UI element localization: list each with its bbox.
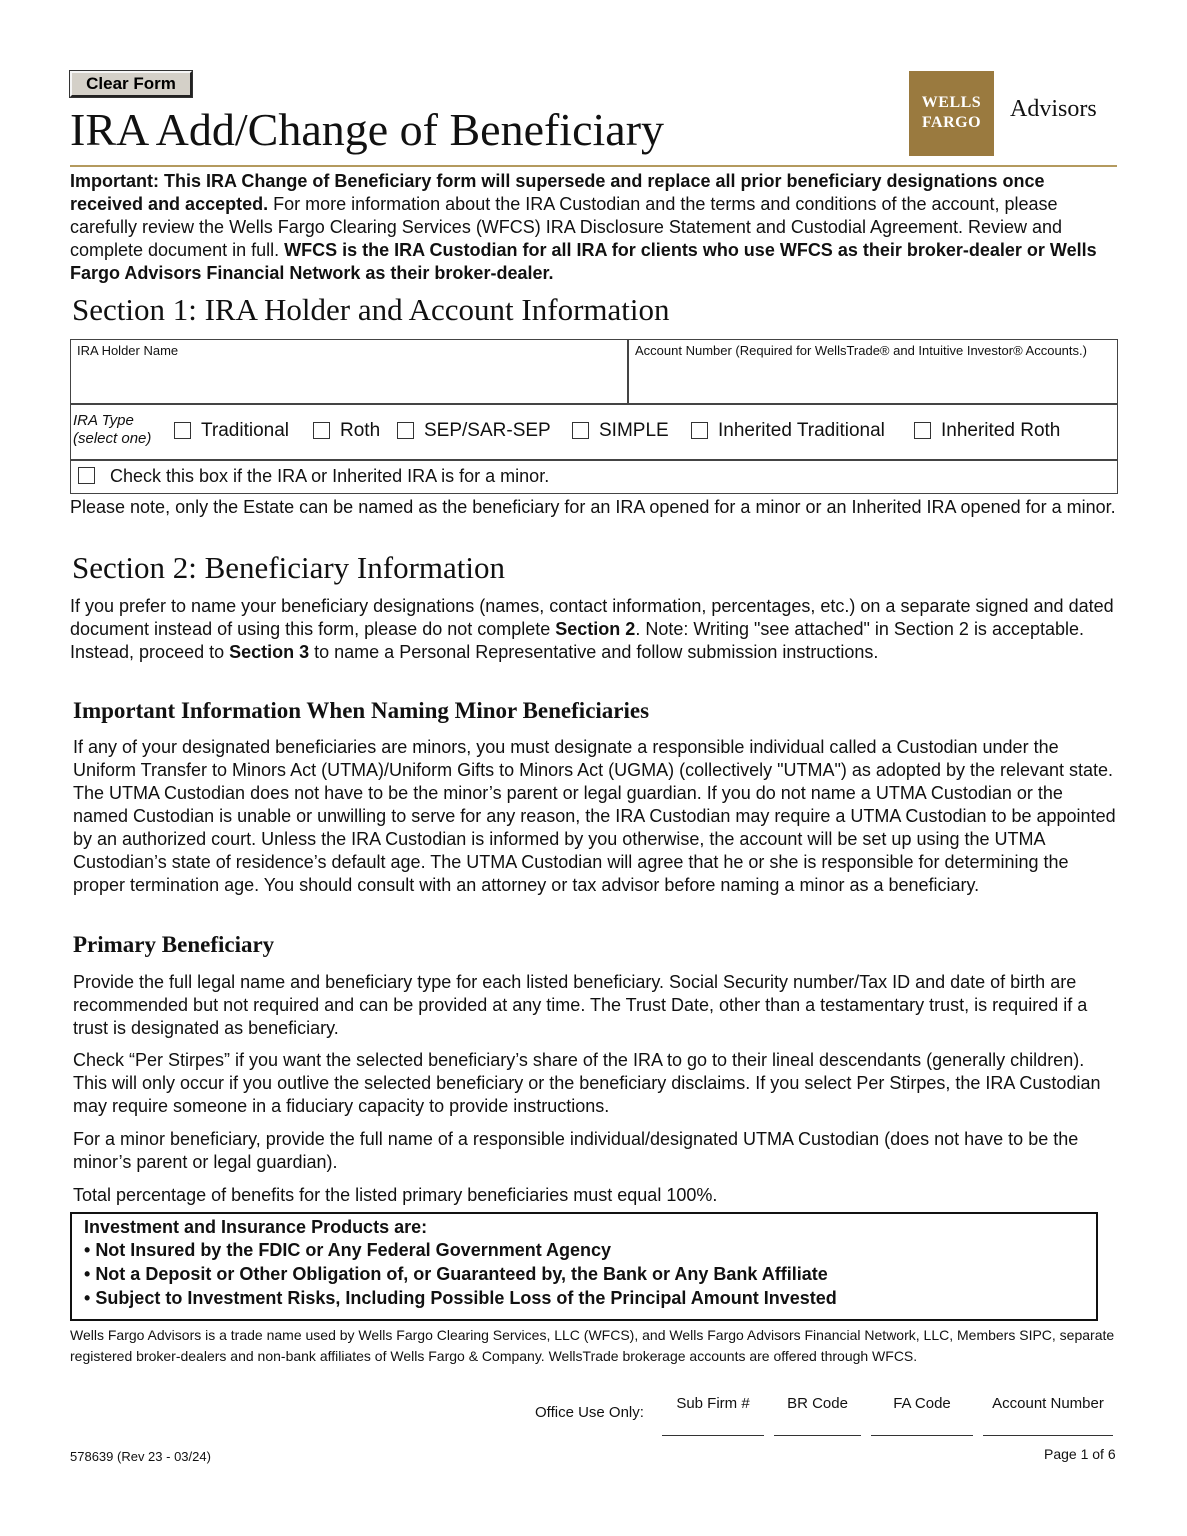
disclosure-item: • Not a Deposit or Other Obligation of, or Guaranteed by, the Bank or Any Bank Affiliate xyxy=(84,1264,828,1284)
checkbox-sep-sar-sep[interactable] xyxy=(397,422,414,439)
footer-disclosure: Wells Fargo Advisors is a trade name used by Wells Fargo Clearing Services, LLC (WFCS), and Wells Fargo Advisors Financial Network, LLC, Members SIPC, separate registered broker-dealers and non-bank affiliates of Wells Fargo & Company. WellsTrade brokerage accounts are offered through WFCS. xyxy=(70,1327,1115,1364)
primary-paragraph-4: Total percentage of benefits for the listed primary beneficiaries must equal 100%. xyxy=(73,1185,718,1205)
table-divider xyxy=(627,339,629,403)
s2-bold-section3: Section 3 xyxy=(229,642,310,662)
office-field-label: BR Code xyxy=(787,1395,848,1412)
office-account-number-field[interactable] xyxy=(983,1435,1113,1436)
wells-fargo-logo xyxy=(909,71,994,156)
intro-text-1: For more information about the IRA Custodian and the terms and conditions of the account, please carefully review the Wells Fargo Clearing Services (WFCS) IRA Disclosure Statement and Custodial Agreement. Review and complete document in full. xyxy=(70,194,1063,260)
ira-type-label-line1: IRA Type xyxy=(73,412,134,429)
office-field-label: Sub Firm # xyxy=(676,1395,750,1412)
office-fa-code-field[interactable] xyxy=(871,1435,973,1436)
checkbox-inherited-traditional[interactable] xyxy=(691,422,708,439)
disclosure-item-text: Not a Deposit or Other Obligation of, or Guaranteed by, the Bank or Any Bank Affiliate xyxy=(95,1264,828,1284)
option-traditional: Traditional xyxy=(201,420,290,441)
account-number-field[interactable] xyxy=(632,361,1114,399)
intro-bold-1: Important: This IRA Change of Beneficiary form will supersede and replace all prior beneficiary designations once received and accepted. xyxy=(70,171,1045,214)
checkbox-inherited-roth[interactable] xyxy=(914,422,931,439)
page-number: Page 1 of 6 xyxy=(1044,1446,1116,1462)
primary-paragraph-3: For a minor beneficiary, provide the full name of a responsible individual/designated UTMA Custodian (does not have to be the minor’s parent or legal guardian). xyxy=(73,1129,1079,1172)
option-roth: Roth xyxy=(340,420,381,441)
minor-beneficiaries-heading: Important Information When Naming Minor Beneficiaries xyxy=(73,698,650,723)
checkbox-roth[interactable] xyxy=(313,422,330,439)
primary-paragraph-1: Provide the full legal name and beneficiary type for each listed beneficiary. Social Security number/Tax ID and date of birth are recommended but not required and can be provided at any time. The Trust Date, other than a testamentary trust, is required if a trust is designated as beneficiary. xyxy=(73,972,1088,1038)
disclosure-item-text: Subject to Investment Risks, Including Possible Loss of the Principal Amount Invested xyxy=(95,1288,837,1308)
s2-text-a: If you prefer to name your beneficiary designations (names, contact information, percentages, etc.) on a separate signed and dated document instead of using this form, please do not complete xyxy=(70,596,1114,639)
logo-line-1: WELLS xyxy=(921,94,982,111)
office-sub-firm-field[interactable] xyxy=(662,1435,764,1436)
ira-type-label xyxy=(73,412,151,448)
s2-text-e: to name a Personal Representative and follow submission instructions. xyxy=(309,642,879,662)
logo-line-2: FARGO xyxy=(921,114,982,131)
primary-paragraph-2: Check “Per Stirpes” if you want the selected beneficiary’s share of the IRA to go to their lineal descendants (generally children). This will only occur if you outlive the selected beneficiary or the beneficiary disclaims. If you select Per Stirpes, the IRA Custodian may require someone in a fiduciary capacity to provide instructions. xyxy=(73,1050,1101,1116)
disclosure-item: • Subject to Investment Risks, Including Possible Loss of the Principal Amount Invested xyxy=(84,1288,837,1308)
clear-form-button[interactable]: Clear Form xyxy=(70,71,192,97)
office-field-label: Account Number xyxy=(992,1395,1104,1412)
section-1-heading: Section 1: IRA Holder and Account Information xyxy=(72,292,670,327)
disclosure-title: Investment and Insurance Products are: xyxy=(84,1217,428,1237)
intro-paragraph xyxy=(70,170,1120,285)
form-number: 578639 (Rev 23 - 03/24) xyxy=(70,1449,211,1464)
table-divider xyxy=(70,403,1118,405)
office-br-code-field[interactable] xyxy=(774,1435,861,1436)
header-rule xyxy=(70,165,1117,167)
option-simple: SIMPLE xyxy=(599,420,669,441)
minor-checkbox-label: Check this box if the IRA or Inherited IRA is for a minor. xyxy=(110,466,550,486)
account-number-label: Account Number (Required for WellsTrade® and Intuitive Investor® Accounts.) xyxy=(635,343,1087,358)
section-2-heading: Section 2: Beneficiary Information xyxy=(72,550,506,585)
intro-bold-2: WFCS is the IRA Custodian for all IRA for clients who use WFCS as their broker-dealer or Wells Fargo Advisors Financial Network as their broker-dealer. xyxy=(70,240,1097,283)
option-inherited-traditional: Inherited Traditional xyxy=(718,420,885,441)
checkbox-minor[interactable] xyxy=(78,467,95,484)
minor-beneficiaries-text: If any of your designated beneficiaries are minors, you must designate a responsible individual called a Custodian under the Uniform Transfer to Minors Act (UTMA)/Uniform Gifts to Minors Act (UGMA) (collectively "UTMA") as adopted by the relevant state. The UTMA Custodian does not have to be the minor’s parent or legal guardian. If you do not name a UTMA Custodian or the named Custodian is unable or unwilling to serve for any reason, the IRA Custodian may require a UTMA Custodian to be appointed by an authorized court. Unless the IRA Custodian is informed by you otherwise, the account will be set up using the UTMA Custodian’s state of residence’s default age. The UTMA Custodian will agree that he or she is responsible for determining the proper termination age. You should consult with an attorney or tax advisor before naming a minor as a beneficiary. xyxy=(73,737,1116,895)
checkbox-traditional[interactable] xyxy=(174,422,191,439)
section-2-instructions xyxy=(70,595,1120,664)
holder-name-field[interactable] xyxy=(74,361,624,399)
ira-type-label-line2: (select one) xyxy=(73,430,152,447)
office-use-label: Office Use Only: xyxy=(535,1404,644,1421)
logo-advisors-text: Advisors xyxy=(1010,96,1097,122)
holder-name-label: IRA Holder Name xyxy=(77,343,179,358)
s2-text-c: . Note: Writing "see attached" in Section 2 is acceptable. Instead, proceed to xyxy=(70,619,1085,662)
minor-estate-note: Please note, only the Estate can be named as the beneficiary for an IRA opened for a minor or an Inherited IRA opened for a minor. xyxy=(70,497,1116,517)
s2-bold-section2: Section 2 xyxy=(555,619,636,639)
checkbox-simple[interactable] xyxy=(572,422,589,439)
option-inherited-roth: Inherited Roth xyxy=(941,420,1061,441)
option-sep-sar-sep: SEP/SAR-SEP xyxy=(424,420,551,441)
disclosure-item: • Not Insured by the FDIC or Any Federal Government Agency xyxy=(84,1240,612,1260)
disclosure-item-text: Not Insured by the FDIC or Any Federal Government Agency xyxy=(95,1240,612,1260)
table-divider xyxy=(70,459,1118,461)
primary-beneficiary-heading: Primary Beneficiary xyxy=(73,932,275,957)
page-title: IRA Add/Change of Beneficiary xyxy=(70,104,665,155)
office-field-label: FA Code xyxy=(893,1395,951,1412)
